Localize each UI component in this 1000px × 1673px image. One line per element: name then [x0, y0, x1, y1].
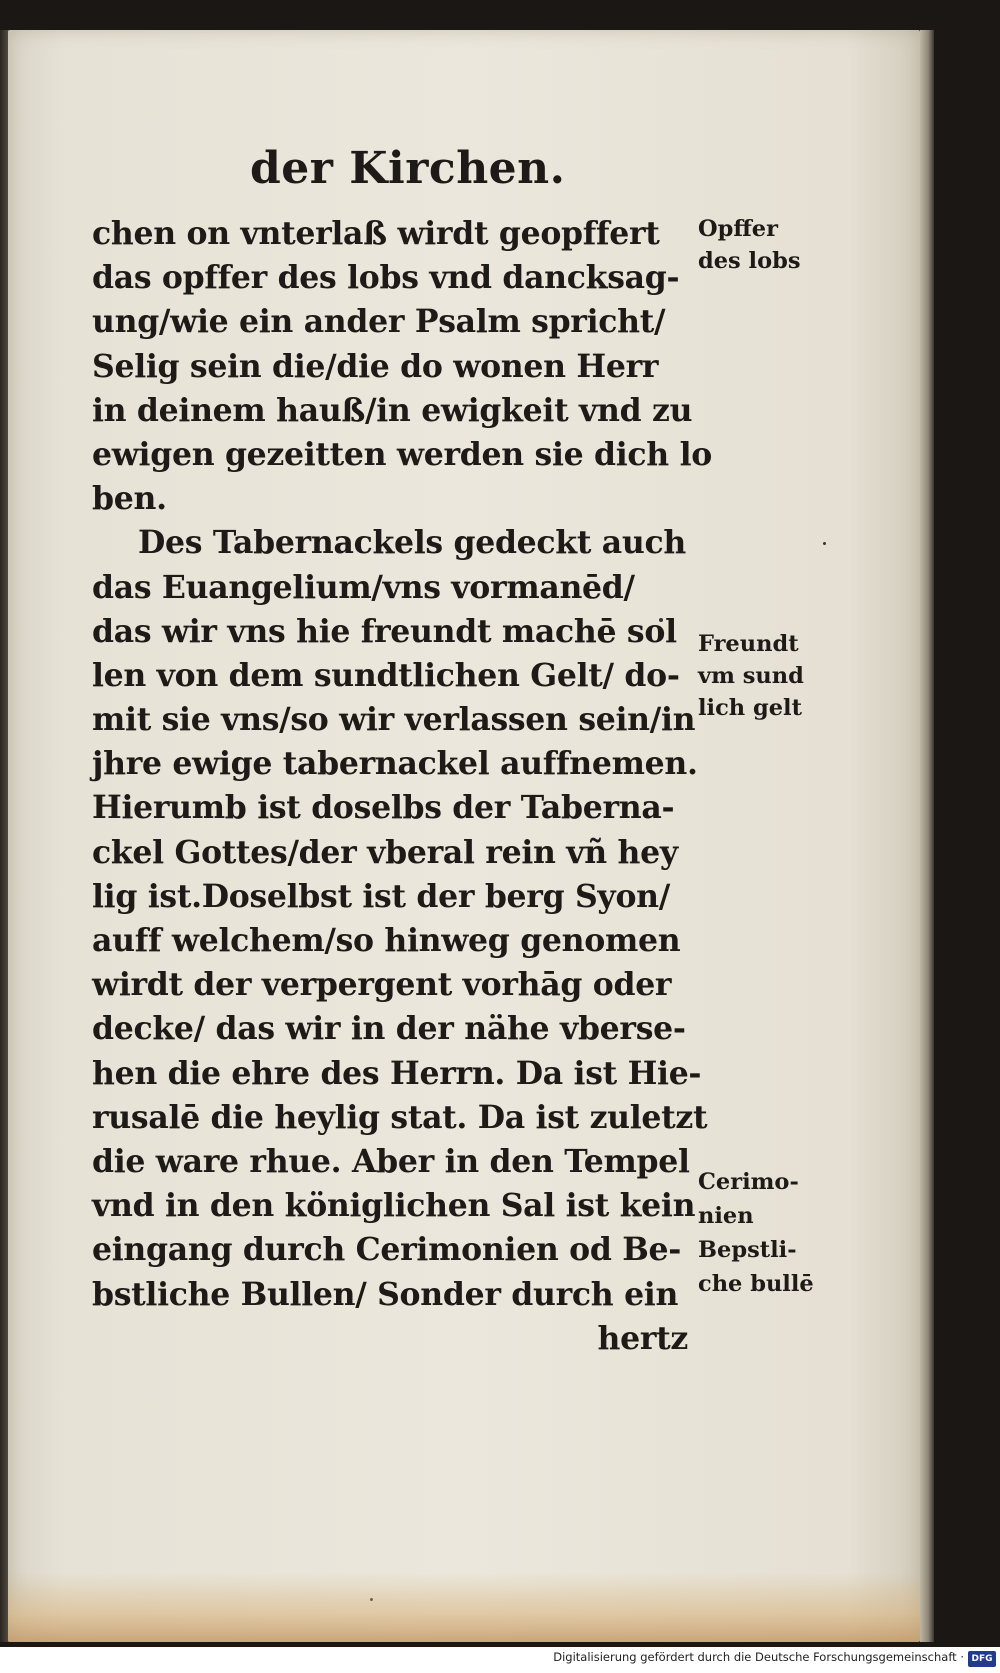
funding-credit: Digitalisierung gefördert durch die Deutsche Forschungsgemeinschaft · [553, 1650, 964, 1664]
dfg-logo: DFG [968, 1651, 996, 1667]
text-line: Selig sein die/die do wonen Herr [92, 347, 659, 385]
marginal-note-line: vm sund [698, 663, 804, 689]
text-line: rusalē die heylig stat. Da ist zuletzt [92, 1098, 708, 1136]
marginal-note [698, 213, 828, 277]
text-line: das opffer des lobs vnd dancksag- [92, 259, 680, 297]
text-line: decke/ das wir in der nähe vberse- [92, 1010, 686, 1048]
marginal-note-line: che bullē [698, 1271, 814, 1297]
catchword: hertz [597, 1319, 688, 1357]
text-line: ckel Gottes/der vberal rein vñ hey [92, 833, 678, 871]
text-line: eingang durch Cerimonien od Be- [92, 1231, 682, 1269]
marginal-note-line: nien [698, 1203, 754, 1229]
text-line: ung/wie ein ander Psalm spricht/ [92, 303, 666, 341]
page-edge-shadow [920, 30, 934, 1642]
ink-speck [370, 1598, 373, 1601]
text-line: das Euangelium/vns vormanēd/ [92, 568, 635, 606]
text-line: hen die ehre des Herrn. Da ist Hie- [92, 1054, 702, 1092]
text-line: chen on vnterlaß wirdt geopffert [92, 215, 660, 252]
body-text [92, 212, 712, 1361]
text-line: mit sie vns/so wir verlassen sein/in [92, 701, 696, 739]
text-line: jhre ewige tabernackel auffnemen. [92, 745, 698, 783]
text-line: ben. [92, 480, 167, 518]
marginal-note [698, 1165, 828, 1301]
marginal-note-line: lich gelt [698, 695, 802, 721]
text-line: bstliche Bullen/ Sonder durch ein [92, 1275, 679, 1313]
marginal-note-line: Freundt [698, 631, 799, 657]
text-line: len von dem sundtlichen Gelt/ do- [92, 656, 680, 694]
marginal-note-line: Cerimo- [698, 1169, 799, 1195]
marginal-note-line: Bepstli- [698, 1237, 797, 1263]
footer-bar [0, 1647, 1000, 1673]
text-line: Hierumb ist doselbs der Taberna- [92, 789, 675, 827]
text-line: lig ist.Doselbst ist der berg Syon/ [92, 877, 670, 915]
running-head: der Kirchen. [250, 143, 566, 194]
ink-speck [823, 542, 826, 545]
text-line: vnd in den königlichen Sal ist kein [92, 1187, 696, 1225]
text-line: das wir vns hie freundt machē sol [92, 612, 677, 650]
text-line: auff welchem/so hinweg genomen [92, 922, 681, 959]
marginal-note-line: des lobs [698, 248, 801, 274]
marginal-note [698, 628, 828, 724]
text-line: die ware rhue. Aber in den Tempel [92, 1142, 690, 1180]
text-line: Des Tabernackels gedeckt auch [138, 524, 686, 562]
text-line: wirdt der verpergent vorhāg oder [92, 966, 672, 1004]
marginal-note-line: Opffer [698, 216, 778, 242]
text-line: ewigen gezeitten werden sie dich lo [92, 435, 712, 473]
text-line: in deinem hauß/in ewigkeit vnd zu [92, 391, 693, 429]
